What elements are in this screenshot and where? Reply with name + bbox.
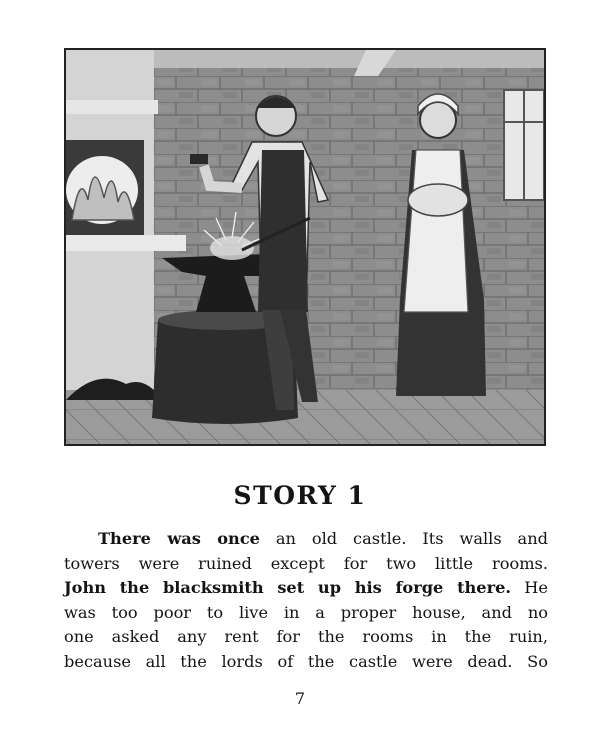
- text-segment: because all the lords of the castle were dead. So: [64, 651, 548, 671]
- story-line: [64, 650, 548, 675]
- text-segment: He: [511, 578, 548, 598]
- story-line: [64, 527, 548, 552]
- text-segment: one asked any rent for the rooms in the ruin,: [64, 627, 548, 647]
- story-illustration: [64, 48, 546, 446]
- bold-text-segment: There was once: [98, 529, 260, 548]
- text-segment: towers were ruined except for two little rooms.: [64, 553, 548, 573]
- story-line: [64, 601, 548, 626]
- story-line: [64, 576, 548, 601]
- text-segment: was too poor to live in a proper house, and no: [64, 602, 548, 622]
- story-line: [64, 552, 548, 577]
- blacksmith-forge-illustration: [66, 50, 544, 444]
- text-segment: an old castle. Its walls and: [259, 529, 548, 548]
- bold-text-segment: John the blacksmith set up his forge there.: [64, 578, 512, 598]
- story-line: [64, 625, 548, 650]
- page-number: 7: [294, 689, 306, 708]
- story-title: STORY 1: [233, 481, 367, 510]
- story-body-text: [64, 527, 548, 675]
